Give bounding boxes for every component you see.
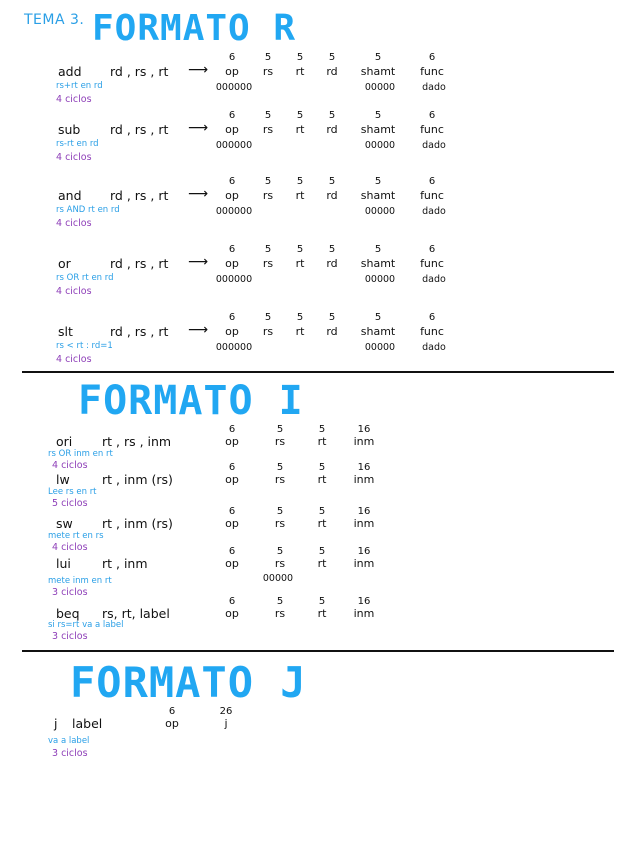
i-field-rs: rs [274,435,286,448]
r-instruction-name: or [58,256,71,271]
r-bits-rs: 5 [264,244,272,255]
i-bits-rt: 5 [318,506,326,517]
i-field-inm: inm [353,473,375,486]
r-field-rs: rs [262,123,274,136]
i-field-inm: inm [353,517,375,530]
r-instruction-name: add [58,64,82,79]
j-op-field: op [165,717,179,730]
r-instruction-cycles: 4 ciclos [56,286,92,297]
r-field-rs: rs [262,325,274,338]
i-field-rs: rs [274,473,286,486]
i-bits-inm: 16 [357,596,371,607]
i-instruction-args: rt , inm [102,556,148,571]
r-shamt-value: 00000 [364,82,396,93]
r-instruction-desc: rs < rt : rd=1 [56,341,113,351]
r-bits-rs: 5 [264,176,272,187]
i-bits-rt: 5 [318,424,326,435]
r-shamt-value: 00000 [364,274,396,285]
r-instruction-desc: rs+rt en rd [56,81,103,91]
divider-r-i [22,371,614,373]
r-field-shamt: shamt [360,325,396,338]
r-field-rs: rs [262,65,274,78]
r-field-rd: rd [326,123,338,136]
r-field-rd: rd [326,325,338,338]
r-op-value: 000000 [215,206,253,217]
r-op-value: 000000 [215,82,253,93]
r-func-value: dado [422,140,446,151]
i-bits-rt: 5 [318,462,326,473]
r-shamt-value: 00000 [364,140,396,151]
j-addr-field: j [224,717,228,730]
r-instruction-name: sub [58,122,81,137]
i-field-rs: rs [274,607,286,620]
arrow-icon: ⟶ [188,62,209,78]
i-bits-op: 6 [228,506,236,517]
r-bits-rt: 5 [296,176,304,187]
divider-i-j [22,650,614,652]
lui-rs-value: 00000 [262,573,294,584]
r-instruction-desc: rs AND rt en rd [56,205,120,215]
r-func-value: dado [422,274,446,285]
i-instruction-args: rt , inm (rs) [102,516,173,531]
j-instruction-args: label [72,716,103,731]
r-bits-func: 6 [428,52,436,63]
r-bits-rt: 5 [296,312,304,323]
r-field-op: op [225,325,239,338]
r-shamt-value: 00000 [364,342,396,353]
r-bits-shamt: 5 [374,244,382,255]
i-field-inm: inm [353,557,375,570]
i-field-op: op [225,557,239,570]
r-field-rd: rd [326,65,338,78]
i-instruction-args: rt , inm (rs) [102,472,173,487]
r-bits-op: 6 [228,110,236,121]
i-instruction-desc: mete inm en rt [48,576,112,586]
i-field-rt: rt [317,517,327,530]
r-bits-shamt: 5 [374,110,382,121]
i-bits-inm: 16 [357,424,371,435]
j-op-bits: 6 [168,706,176,717]
r-bits-rd: 5 [328,244,336,255]
r-bits-shamt: 5 [374,52,382,63]
i-bits-op: 6 [228,462,236,473]
i-field-op: op [225,607,239,620]
i-field-rt: rt [317,557,327,570]
r-func-value: dado [422,82,446,93]
format-j-title: FORMATO J [70,658,307,707]
i-field-inm: inm [353,607,375,620]
i-instruction-name: beq [56,606,80,621]
i-field-rs: rs [274,557,286,570]
r-instruction-name: and [58,188,82,203]
r-bits-func: 6 [428,110,436,121]
i-bits-rt: 5 [318,546,326,557]
i-field-op: op [225,435,239,448]
r-bits-rs: 5 [264,312,272,323]
r-func-value: dado [422,206,446,217]
r-bits-rd: 5 [328,176,336,187]
arrow-icon: ⟶ [188,254,209,270]
i-instruction-desc: rs OR inm en rt [48,449,113,459]
r-instruction-cycles: 4 ciclos [56,218,92,229]
i-instruction-desc: mete rt en rs [48,531,104,541]
r-field-op: op [225,257,239,270]
r-field-rt: rt [295,65,305,78]
r-instruction-args: rd , rs , rt [110,188,169,203]
r-bits-rt: 5 [296,52,304,63]
r-bits-rd: 5 [328,52,336,63]
r-field-shamt: shamt [360,123,396,136]
i-instruction-cycles: 5 ciclos [52,498,88,509]
r-field-rs: rs [262,189,274,202]
i-field-inm: inm [353,435,375,448]
i-field-rs: rs [274,517,286,530]
r-bits-shamt: 5 [374,312,382,323]
r-shamt-value: 00000 [364,206,396,217]
r-instruction-cycles: 4 ciclos [56,94,92,105]
i-instruction-args: rt , rs , inm [102,434,172,449]
r-instruction-name: slt [58,324,73,339]
i-instruction-name: lui [56,556,71,571]
i-bits-rs: 5 [276,506,284,517]
r-field-op: op [225,65,239,78]
r-instruction-cycles: 4 ciclos [56,152,92,163]
r-bits-func: 6 [428,244,436,255]
r-bits-rt: 5 [296,110,304,121]
i-bits-rt: 5 [318,596,326,607]
i-instruction-cycles: 3 ciclos [52,587,88,598]
i-instruction-desc: Lee rs en rt [48,487,97,497]
i-bits-op: 6 [228,596,236,607]
j-instruction-name: j [54,716,58,731]
r-instruction-args: rd , rs , rt [110,122,169,137]
i-bits-inm: 16 [357,546,371,557]
r-field-rt: rt [295,189,305,202]
i-field-op: op [225,517,239,530]
r-field-func: func [420,189,444,202]
arrow-icon: ⟶ [188,322,209,338]
r-field-op: op [225,189,239,202]
r-bits-op: 6 [228,312,236,323]
i-instruction-cycles: 3 ciclos [52,631,88,642]
i-bits-op: 6 [228,546,236,557]
r-field-op: op [225,123,239,136]
r-instruction-desc: rs OR rt en rd [56,273,114,283]
r-instruction-desc: rs-rt en rd [56,139,99,149]
r-field-shamt: shamt [360,65,396,78]
arrow-icon: ⟶ [188,120,209,136]
i-instruction-cycles: 4 ciclos [52,460,88,471]
tema-label: TEMA 3. [24,12,85,28]
r-bits-rd: 5 [328,110,336,121]
i-bits-rs: 5 [276,596,284,607]
i-instruction-name: lw [56,472,70,487]
r-bits-rs: 5 [264,52,272,63]
r-bits-rd: 5 [328,312,336,323]
r-bits-func: 6 [428,176,436,187]
r-op-value: 000000 [215,140,253,151]
i-field-op: op [225,473,239,486]
r-op-value: 000000 [215,342,253,353]
r-field-rs: rs [262,257,274,270]
j-addr-bits: 26 [219,706,233,717]
i-field-rt: rt [317,607,327,620]
i-instruction-desc: si rs=rt va a label [48,620,124,630]
r-field-shamt: shamt [360,257,396,270]
i-bits-op: 6 [228,424,236,435]
r-field-func: func [420,257,444,270]
i-instruction-name: sw [56,516,73,531]
r-bits-rs: 5 [264,110,272,121]
r-field-rt: rt [295,325,305,338]
r-field-rd: rd [326,257,338,270]
r-field-func: func [420,123,444,136]
format-r-title: FORMATO R [92,8,297,49]
i-bits-inm: 16 [357,506,371,517]
r-field-func: func [420,65,444,78]
r-field-rt: rt [295,257,305,270]
i-instruction-args: rs, rt, label [102,606,170,621]
r-bits-shamt: 5 [374,176,382,187]
r-bits-op: 6 [228,244,236,255]
r-bits-op: 6 [228,52,236,63]
r-op-value: 000000 [215,274,253,285]
r-bits-func: 6 [428,312,436,323]
r-bits-rt: 5 [296,244,304,255]
r-field-rt: rt [295,123,305,136]
r-instruction-args: rd , rs , rt [110,324,169,339]
i-instruction-cycles: 4 ciclos [52,542,88,553]
j-instruction-cycles: 3 ciclos [52,748,88,759]
r-func-value: dado [422,342,446,353]
i-field-rt: rt [317,473,327,486]
r-bits-op: 6 [228,176,236,187]
r-instruction-cycles: 4 ciclos [56,354,92,365]
r-field-func: func [420,325,444,338]
i-bits-rs: 5 [276,424,284,435]
r-field-rd: rd [326,189,338,202]
arrow-icon: ⟶ [188,186,209,202]
i-bits-rs: 5 [276,462,284,473]
i-field-rt: rt [317,435,327,448]
i-bits-inm: 16 [357,462,371,473]
r-instruction-args: rd , rs , rt [110,64,169,79]
format-i-title: FORMATO I [78,378,304,424]
i-bits-rs: 5 [276,546,284,557]
r-instruction-args: rd , rs , rt [110,256,169,271]
r-field-shamt: shamt [360,189,396,202]
j-instruction-desc: va a label [48,736,90,746]
i-instruction-name: ori [56,434,73,449]
